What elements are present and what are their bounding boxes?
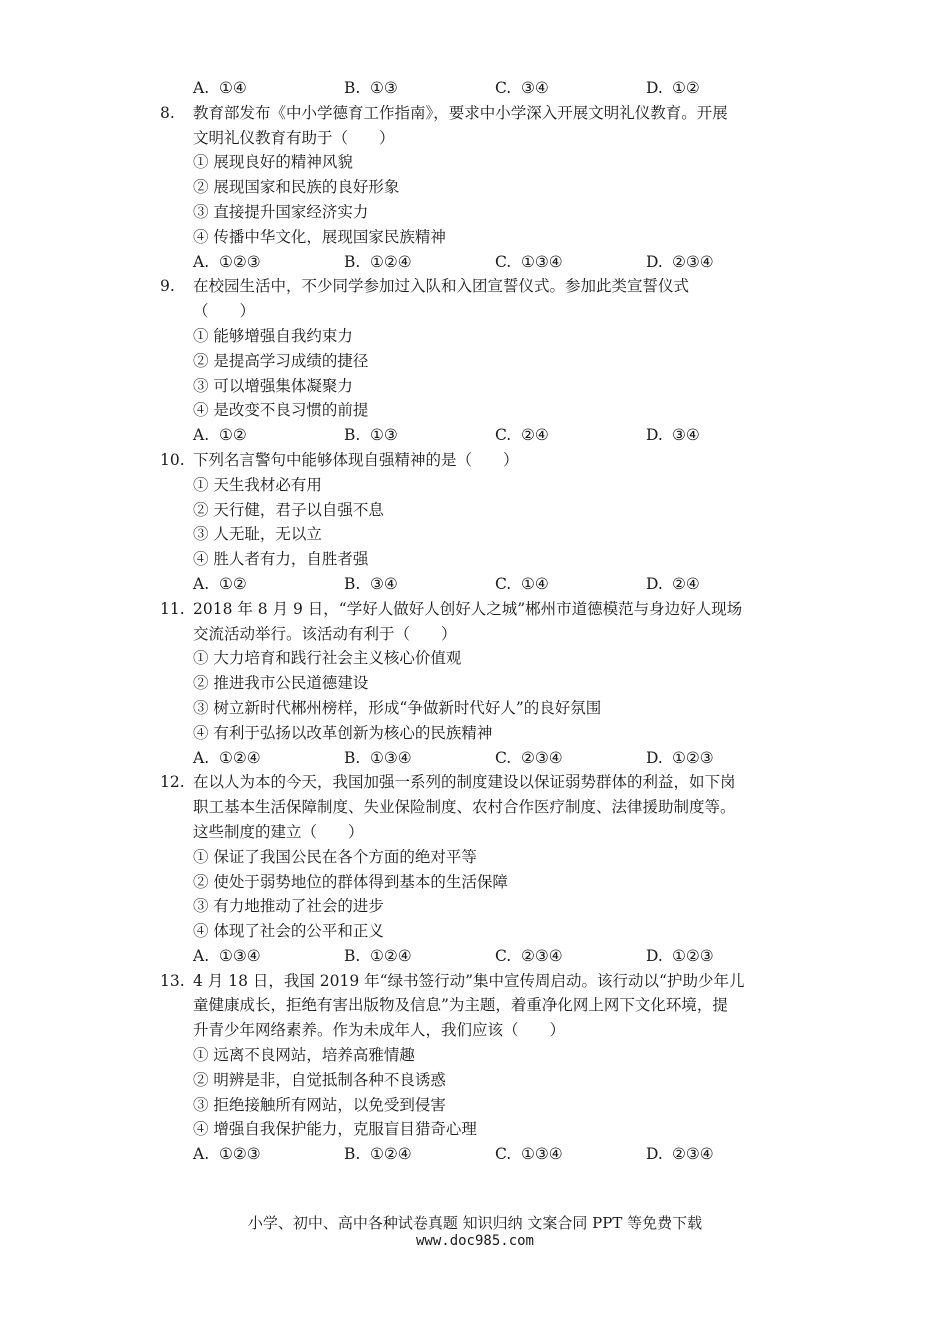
option-text: ②④ [672, 574, 700, 593]
question-line: 童健康成长，拒绝有害出版物及信息”为主题，着重净化网上网下文化环境，提 [193, 996, 728, 1015]
option-letter: C. [495, 252, 512, 271]
question-stem [160, 770, 800, 844]
question-line: 文明礼仪教育有助于（ ） [193, 128, 395, 147]
option-text: ①②④ [370, 946, 412, 965]
question-line: 交流活动举行。该活动有利于（ ） [193, 624, 457, 643]
option-letter: B. [344, 1145, 361, 1164]
option-letter: D. [646, 748, 663, 767]
option-c[interactable] [495, 250, 646, 275]
statement-item: ③ 人无耻，无以立 [193, 525, 322, 544]
option-text: ①②③ [672, 748, 714, 767]
question-line: 职工基本生活保障制度、失业保险制度、农村合作医疗制度、法律援助制度等。 [193, 798, 736, 817]
question-stem [160, 274, 800, 324]
option-letter: A. [193, 1145, 210, 1164]
statement-item: ① 展现良好的精神风貌 [193, 153, 353, 172]
statement-item: ② 天行健，君子以自强不息 [193, 500, 384, 519]
answer-options [160, 572, 800, 597]
option-a[interactable] [193, 250, 344, 275]
option-letter: B. [344, 252, 361, 271]
question-text [193, 101, 800, 151]
option-text: ①②④ [370, 252, 412, 271]
statement-item: ③ 树立新时代郴州榜样，形成“争做新时代好人”的良好氛围 [193, 698, 602, 717]
option-text: ①② [219, 426, 247, 445]
option-text: ③④ [521, 79, 549, 97]
statement-item: ① 保证了我国公民在各个方面的绝对平等 [193, 847, 477, 866]
option-d[interactable] [646, 1142, 797, 1167]
statement-item: ② 推进我市公民道德建设 [193, 674, 369, 693]
option-letter: D. [646, 252, 663, 271]
statement-item: ② 是提高学习成绩的捷径 [193, 351, 369, 370]
option-d[interactable] [646, 746, 797, 771]
question-line: 下列名言警句中能够体现自强精神的是（ ） [193, 450, 519, 469]
question-text [193, 770, 800, 844]
statement-item: ③ 拒绝接触所有网站，以免受到侵害 [193, 1095, 446, 1114]
footer-website-link[interactable]: www.doc985.com [415, 1233, 534, 1249]
option-text: ①③④ [219, 946, 261, 965]
statement-item: ③ 直接提升国家经济实力 [193, 202, 369, 221]
option-letter: C. [495, 748, 512, 767]
option-letter: D. [646, 946, 663, 965]
question-0 [160, 101, 800, 275]
question-stem [160, 597, 800, 647]
statement-item: ① 大力培育和践行社会主义核心价值观 [193, 649, 462, 668]
option-b[interactable] [344, 1142, 495, 1167]
question-4 [160, 770, 800, 968]
option-b[interactable] [344, 423, 495, 448]
statement-item: ③ 有力地推动了社会的进步 [193, 897, 384, 916]
statement-item: ④ 有利于弘扬以改革创新为核心的民族精神 [193, 723, 493, 742]
option-letter: D. [646, 426, 663, 445]
question-text [193, 274, 800, 324]
statement-item: ② 展现国家和民族的良好形象 [193, 178, 400, 197]
option-d[interactable] [646, 250, 797, 275]
answer-options [160, 944, 800, 969]
question-stem [160, 448, 800, 473]
option-c[interactable] [495, 1142, 646, 1167]
option-letter: C. [495, 79, 512, 97]
statement-item: ④ 体现了社会的公平和正义 [193, 922, 384, 941]
option-text: ②④ [521, 426, 549, 445]
question-stem [160, 969, 800, 1043]
option-letter: B. [344, 946, 361, 965]
option-text: ①② [219, 574, 247, 593]
option-a[interactable] [193, 944, 344, 969]
statement-item: ④ 胜人者有力，自胜者强 [193, 550, 369, 569]
option-b[interactable] [344, 76, 495, 101]
question-number: 12. [160, 773, 185, 792]
option-letter: A. [193, 79, 210, 97]
option-text: ①②④ [370, 1145, 412, 1164]
statement-item: ① 远离不良网站，培养高雅情趣 [193, 1046, 415, 1065]
question-number: 10. [160, 450, 185, 469]
footer-promo-text: 小学、初中、高中各种试卷真题 知识归纳 文案合同 PPT 等免费下载 [247, 1214, 703, 1232]
answer-options [160, 250, 800, 275]
option-c[interactable] [495, 944, 646, 969]
question-5 [160, 969, 800, 1167]
question-line: 在以人为本的今天，我国加强一系列的制度建设以保证弱势群体的利益，如下岗 [193, 773, 736, 792]
question-number: 11. [160, 599, 185, 618]
option-letter: B. [344, 748, 361, 767]
option-a[interactable] [193, 572, 344, 597]
option-letter: C. [495, 574, 512, 593]
question-2 [160, 448, 800, 597]
option-a[interactable] [193, 76, 344, 101]
option-d[interactable] [646, 423, 797, 448]
option-d[interactable] [646, 944, 797, 969]
option-letter: D. [646, 574, 663, 593]
option-letter: A. [193, 252, 210, 271]
option-text: ①②④ [219, 748, 261, 767]
statement-item: ④ 增强自我保护能力，克服盲目猎奇心理 [193, 1120, 477, 1139]
option-text: ①②③ [219, 252, 261, 271]
option-letter: A. [193, 748, 210, 767]
option-c[interactable] [495, 746, 646, 771]
option-letter: C. [495, 426, 512, 445]
option-letter: C. [495, 946, 512, 965]
option-d[interactable] [646, 76, 797, 101]
question-line: 升青少年网络素养。作为未成年人，我们应该（ ） [193, 1021, 566, 1040]
answer-options [160, 746, 800, 771]
option-text: ③④ [672, 426, 700, 445]
option-letter: A. [193, 574, 210, 593]
option-text: ②③④ [672, 252, 714, 271]
option-text: ①③④ [521, 252, 563, 271]
statement-item: ② 使处于弱势地位的群体得到基本的生活保障 [193, 872, 508, 891]
option-text: ①③ [370, 426, 398, 445]
question-number: 13. [160, 971, 185, 990]
option-c[interactable] [495, 572, 646, 597]
previous-question-options [160, 76, 800, 101]
option-c[interactable] [495, 76, 646, 101]
question-text [193, 448, 800, 473]
option-a[interactable] [193, 1142, 344, 1167]
question-line: 这些制度的建立（ ） [193, 822, 364, 841]
option-text: ①②③ [219, 1145, 261, 1164]
option-a[interactable] [193, 746, 344, 771]
option-a[interactable] [193, 423, 344, 448]
option-text: ①③④ [370, 748, 412, 767]
option-text: ①③ [370, 79, 398, 97]
option-b[interactable] [344, 250, 495, 275]
option-text: ①③④ [521, 1145, 563, 1164]
option-text: ①④ [219, 79, 247, 97]
option-c[interactable] [495, 423, 646, 448]
statement-item: ① 能够增强自我约束力 [193, 326, 353, 345]
statement-item: ② 明辨是非，自觉抵制各种不良诱惑 [193, 1070, 446, 1089]
question-list [160, 76, 800, 1167]
option-letter: A. [193, 426, 210, 445]
question-line: 在校园生活中，不少同学参加过入队和入团宣誓仪式。参加此类宣誓仪式 [193, 277, 690, 296]
question-number: 9. [160, 277, 175, 296]
option-text: ②③④ [672, 1145, 714, 1164]
statement-item: ① 天生我材必有用 [193, 475, 322, 494]
question-stem [160, 101, 800, 151]
option-letter: B. [344, 426, 361, 445]
option-b[interactable] [344, 944, 495, 969]
question-3 [160, 597, 800, 771]
answer-options [160, 1142, 800, 1167]
question-line: 2018 年 8 月 9 日，“学好人做好人创好人之城”郴州市道德模范与身边好人现场 [193, 599, 743, 618]
statement-item: ④ 传播中华文化，展现国家民族精神 [193, 227, 446, 246]
option-b[interactable] [344, 572, 495, 597]
answer-options [160, 423, 800, 448]
option-text: ②③④ [521, 748, 563, 767]
option-d[interactable] [646, 572, 797, 597]
statement-item: ③ 可以增强集体凝聚力 [193, 376, 353, 395]
option-text: ①④ [521, 574, 549, 593]
statement-item: ④ 是改变不良习惯的前提 [193, 401, 369, 420]
question-number: 8. [160, 103, 175, 122]
option-letter: C. [495, 1145, 512, 1164]
question-line: （ ） [193, 302, 256, 321]
question-line: 教育部发布《中小学德育工作指南》，要求中小学深入开展文明礼仪教育。开展 [193, 103, 728, 122]
question-line: 4 月 18 日，我国 2019 年“绿书签行动”集中宣传周启动。该行动以“护助少年儿 [193, 971, 745, 990]
option-text: ③④ [370, 574, 398, 593]
option-text: ①② [672, 79, 700, 97]
option-letter: D. [646, 79, 663, 97]
question-1 [160, 274, 800, 448]
option-b[interactable] [344, 746, 495, 771]
option-text: ②③④ [521, 946, 563, 965]
question-text [193, 969, 800, 1043]
question-text [193, 597, 800, 647]
option-letter: B. [344, 79, 361, 97]
option-letter: D. [646, 1145, 663, 1164]
option-letter: B. [344, 574, 361, 593]
option-letter: A. [193, 946, 210, 965]
option-text: ①②③ [672, 946, 714, 965]
